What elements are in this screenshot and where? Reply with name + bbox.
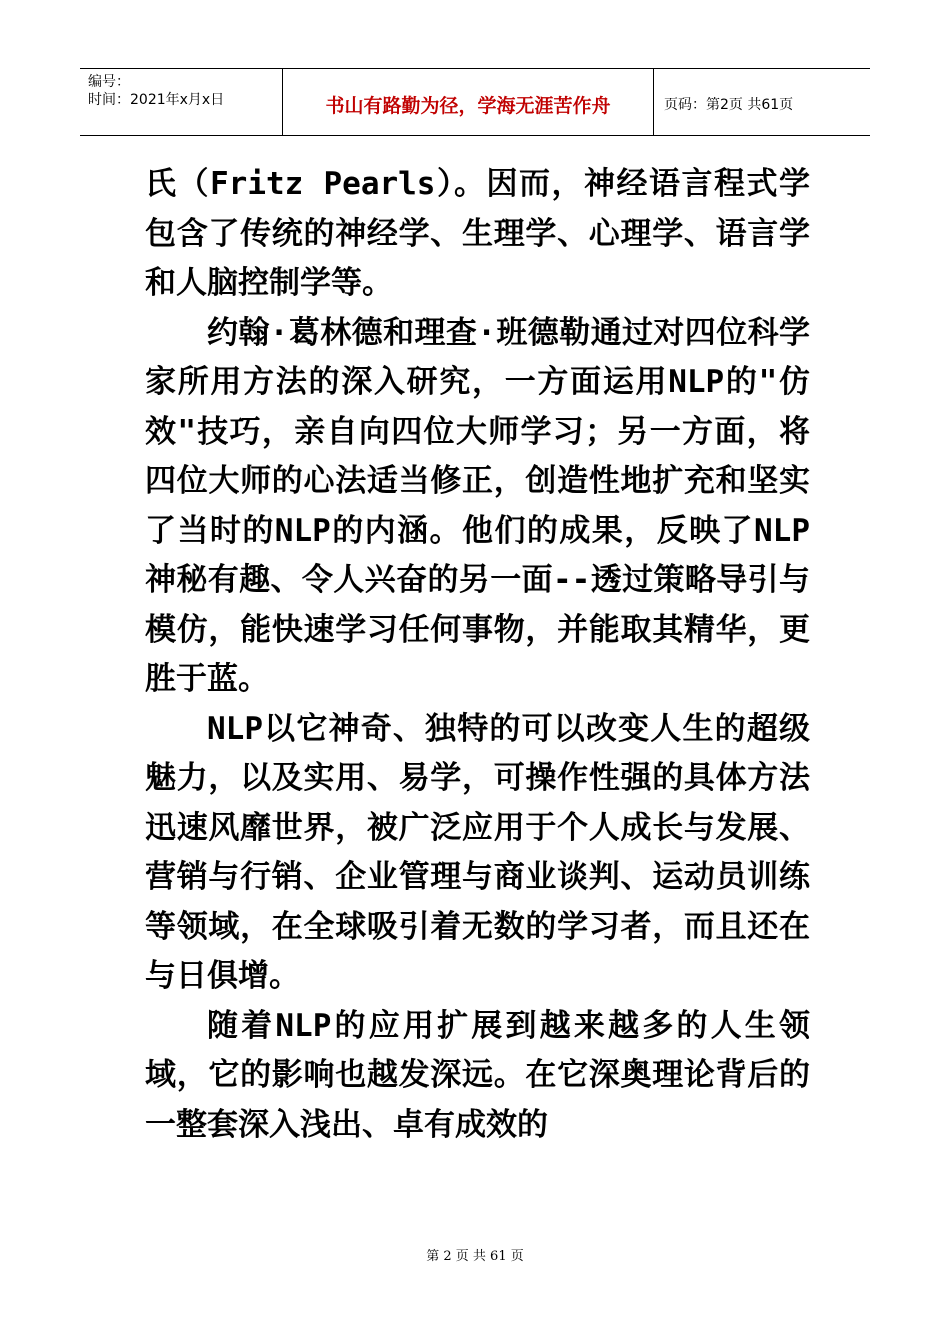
paragraph-3: NLP以它神奇、独特的可以改变人生的超级魅力，以及实用、易学，可操作性强的具体方法迅速风靡世界，被广泛应用于个人成长与发展、营销与行销、企业管理与商业谈判、运动员训练等领域，在全球吸引着无数的学习者，而且还在与日俱增。 <box>145 710 810 994</box>
paragraph-2: 约翰·葛林德和理查·班德勒通过对四位科学家所用方法的深入研究，一方面运用NLP的"仿效"技巧，亲自向四位大师学习；另一方面，将四位大师的心法适当修正，创造性地扩充和坚实了当时的NLP的内涵。他们的成果，反映了NLP神秘有趣、令人兴奋的另一面--透过策略导引与模仿，能快速学习任何事物，并能取其精华，更胜于蓝。 <box>145 314 810 697</box>
document-body <box>145 160 810 1150</box>
document-number-label: 编号： <box>88 74 130 90</box>
page-footer <box>0 1245 950 1264</box>
header-motto: 书山有路勤为径，学海无涯苦作舟 <box>325 94 611 117</box>
page-header <box>80 68 870 136</box>
header-motto-cell <box>283 69 654 135</box>
header-meta-cell <box>80 69 283 135</box>
paragraph-1: 氏（Fritz Pearls）。因而，神经语言程式学包含了传统的神经学、生理学、心理学、语言学和人脑控制学等。 <box>145 166 810 301</box>
document-time-label: 时间：2021年x月x日 <box>88 92 225 108</box>
footer-page-number: 第 2 页 共 61 页 <box>426 1249 524 1264</box>
header-page-info: 页码：第2页 共61页 <box>664 97 794 113</box>
paragraph-4: 随着NLP的应用扩展到越来越多的人生领域，它的影响也越发深远。在它深奥理论背后的一整套深入浅出、卓有成效的 <box>145 1007 810 1143</box>
header-page-cell <box>654 69 870 135</box>
